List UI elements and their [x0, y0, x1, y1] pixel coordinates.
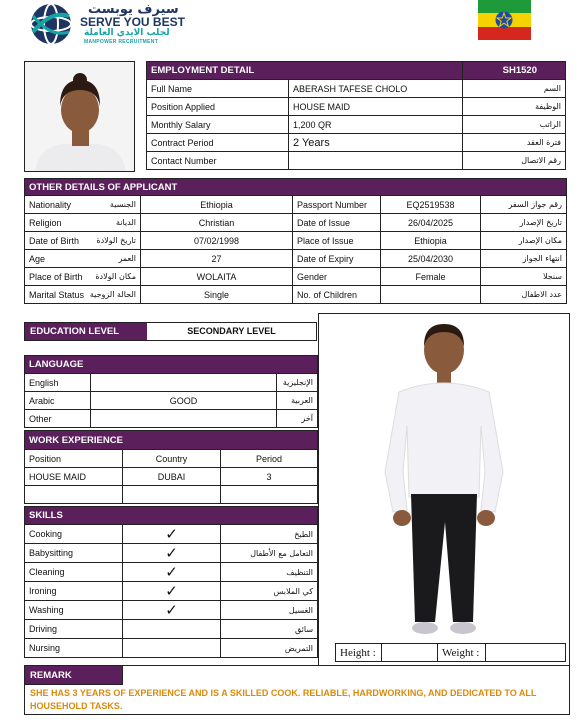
employment-row-value: 2 Years [289, 134, 463, 152]
skill-arabic: الطبخ [221, 525, 318, 544]
other-left-arabic: الجنسية [88, 196, 141, 214]
language-arabic: العربية [277, 392, 318, 410]
employment-title: EMPLOYMENT DETAIL [147, 62, 463, 80]
checkmark-icon: ✓ [123, 563, 221, 582]
other-right-arabic: مكان الإصدار [481, 232, 567, 250]
other-right-label: Place of Issue [293, 232, 381, 250]
other-details-row [25, 196, 567, 214]
other-right-value: EQ2519538 [381, 196, 481, 214]
language-label: Arabic [25, 392, 91, 410]
height-label: Height : [336, 644, 382, 662]
work-experience-header-row [25, 431, 318, 450]
logo-arabic-name: سيرف يوبست [88, 2, 179, 17]
work-experience-title: WORK EXPERIENCE [25, 431, 318, 450]
other-right-label: Date of Expiry [293, 250, 381, 268]
work-experience-row [25, 468, 318, 486]
employment-row-arabic: السم [463, 80, 566, 98]
employment-row-arabic: رقم الاتصال [463, 152, 566, 170]
work-experience-table [24, 430, 318, 504]
work-period [221, 486, 318, 504]
other-right-value [381, 286, 481, 304]
reference-code: SH1520 [463, 62, 566, 80]
star-emblem-icon [495, 11, 513, 29]
skill-arabic: كي الملابس [221, 582, 318, 601]
employment-row [147, 152, 566, 170]
language-label: English [25, 374, 91, 392]
other-left-value: WOLAITA [141, 268, 293, 286]
other-right-arabic: عدد الاطفال [481, 286, 567, 304]
employment-row-arabic: الوظيفة [463, 98, 566, 116]
other-left-value: 27 [141, 250, 293, 268]
other-left-label: Date of Birth [25, 232, 88, 250]
skill-label: Cooking [25, 525, 123, 544]
other-left-label: Religion [25, 214, 88, 232]
education-level-title: EDUCATION LEVEL [25, 323, 147, 340]
work-col-country: Country [123, 450, 221, 468]
employment-row-label: Contract Period [147, 134, 289, 152]
weight-value [486, 644, 566, 662]
logo-subtitle: MANPOWER RECRUITMENT [84, 39, 159, 45]
checkmark-icon: ✓ [123, 582, 221, 601]
skill-row [25, 563, 318, 582]
skills-table [24, 506, 318, 658]
work-position: HOUSE MAID [25, 468, 123, 486]
language-row [25, 410, 318, 428]
other-right-value: Ethiopia [381, 232, 481, 250]
remark-title: REMARK [25, 666, 123, 685]
skill-label: Babysitting [25, 544, 123, 563]
employment-row-arabic: فترة العقد [463, 134, 566, 152]
skill-label: Cleaning [25, 563, 123, 582]
other-left-label: Nationality [25, 196, 88, 214]
skill-arabic: سائق [221, 620, 318, 639]
language-arabic: آخر [277, 410, 318, 428]
work-country: DUBAI [123, 468, 221, 486]
education-level-value: SECONDARY LEVEL [187, 326, 276, 336]
checkmark-icon [123, 620, 221, 639]
height-weight-table [335, 643, 566, 662]
other-left-value: Christian [141, 214, 293, 232]
logo-english-name: SERVE YOU BEST [80, 15, 185, 29]
work-col-position: Position [25, 450, 123, 468]
other-right-arabic: رقم جواز السفر [481, 196, 567, 214]
employment-row [147, 98, 566, 116]
checkmark-icon: ✓ [123, 601, 221, 620]
applicant-full-body-photo [369, 322, 519, 640]
other-left-label: Place of Birth [25, 268, 88, 286]
other-left-arabic: العمر [88, 250, 141, 268]
language-row [25, 392, 318, 410]
employment-row-label: Contact Number [147, 152, 289, 170]
employment-row-label: Full Name [147, 80, 289, 98]
education-level-section [24, 322, 317, 341]
checkmark-icon: ✓ [123, 544, 221, 563]
employment-row [147, 80, 566, 98]
skill-row [25, 544, 318, 563]
other-right-arabic: تاريخ الإصدار [481, 214, 567, 232]
other-details-title: OTHER DETAILS OF APPLICANT [25, 179, 567, 196]
employment-row-label: Position Applied [147, 98, 289, 116]
other-right-label: Gender [293, 268, 381, 286]
employment-detail-table [146, 61, 566, 170]
employment-row-label: Monthly Salary [147, 116, 289, 134]
skill-label: Nursing [25, 639, 123, 658]
skills-header-row [25, 507, 318, 525]
other-right-label: Date of Issue [293, 214, 381, 232]
other-left-value: Single [141, 286, 293, 304]
employment-row-value: ABERASH TAFESE CHOLO [289, 80, 463, 98]
other-details-row [25, 250, 567, 268]
other-left-label: Marital Status [25, 286, 88, 304]
other-left-value: Ethiopia [141, 196, 293, 214]
language-label: Other [25, 410, 91, 428]
weight-label: Weight : [438, 644, 486, 662]
language-row [25, 374, 318, 392]
skill-label: Ironing [25, 582, 123, 601]
work-col-period: Period [221, 450, 318, 468]
skill-arabic: التنظيف [221, 563, 318, 582]
ethiopia-flag [478, 0, 531, 40]
other-details-header-row [25, 179, 567, 196]
work-experience-row [25, 486, 318, 504]
other-right-label: Passport Number [293, 196, 381, 214]
other-details-row [25, 232, 567, 250]
other-left-arabic: مكان الولادة [88, 268, 141, 286]
work-position [25, 486, 123, 504]
other-left-arabic: تاريخ الولادة [88, 232, 141, 250]
language-title: LANGUAGE [25, 356, 318, 374]
skill-row [25, 601, 318, 620]
skill-label: Washing [25, 601, 123, 620]
work-experience-columns [25, 450, 318, 468]
skill-arabic: الغسيل [221, 601, 318, 620]
employment-row [147, 116, 566, 134]
language-level [91, 410, 277, 428]
other-right-value: 26/04/2025 [381, 214, 481, 232]
language-arabic: الإنجليزية [277, 374, 318, 392]
applicant-portrait-photo [24, 61, 135, 172]
company-logo [28, 2, 188, 46]
language-header-row [25, 356, 318, 374]
logo-globe-icon [28, 2, 74, 46]
other-right-value: 25/04/2030 [381, 250, 481, 268]
height-value [382, 644, 438, 662]
work-period: 3 [221, 468, 318, 486]
checkmark-icon: ✓ [123, 525, 221, 544]
skills-title: SKILLS [25, 507, 318, 525]
skill-row [25, 639, 318, 658]
skill-row [25, 525, 318, 544]
skill-label: Driving [25, 620, 123, 639]
remark-section [24, 665, 570, 715]
employment-header-row [147, 62, 566, 80]
employment-row [147, 134, 566, 152]
language-level: GOOD [91, 392, 277, 410]
language-table [24, 355, 318, 428]
skill-arabic: التعامل مع الأطفال [221, 544, 318, 563]
work-country [123, 486, 221, 504]
other-details-row [25, 268, 567, 286]
employment-row-arabic: الراتب [463, 116, 566, 134]
employment-row-value [289, 152, 463, 170]
other-details-row [25, 286, 567, 304]
skill-row [25, 620, 318, 639]
skill-arabic: التمريض [221, 639, 318, 658]
other-left-arabic: الحالة الزوجية [88, 286, 141, 304]
other-left-value: 07/02/1998 [141, 232, 293, 250]
language-level [91, 374, 277, 392]
skill-row [25, 582, 318, 601]
other-details-row [25, 214, 567, 232]
other-right-value: Female [381, 268, 481, 286]
checkmark-icon [123, 639, 221, 658]
other-details-table [24, 178, 567, 304]
full-body-photo-panel [318, 313, 570, 666]
employment-row-value: HOUSE MAID [289, 98, 463, 116]
logo-arabic-sub: لجلب الايدي العاملة [84, 28, 170, 38]
other-left-label: Age [25, 250, 88, 268]
other-left-arabic: الديانة [88, 214, 141, 232]
other-right-label: No. of Children [293, 286, 381, 304]
other-right-arabic: سنجلا [481, 268, 567, 286]
remark-text: SHE HAS 3 YEARS OF EXPERIENCE AND IS A SKILLED COOK. RELIABLE, HARDWORKING, AND DEDICATED TO ALL HOUSEHOLD TASKS. [30, 688, 537, 711]
other-right-arabic: انتهاء الجواز [481, 250, 567, 268]
employment-row-value: 1,200 QR [289, 116, 463, 134]
